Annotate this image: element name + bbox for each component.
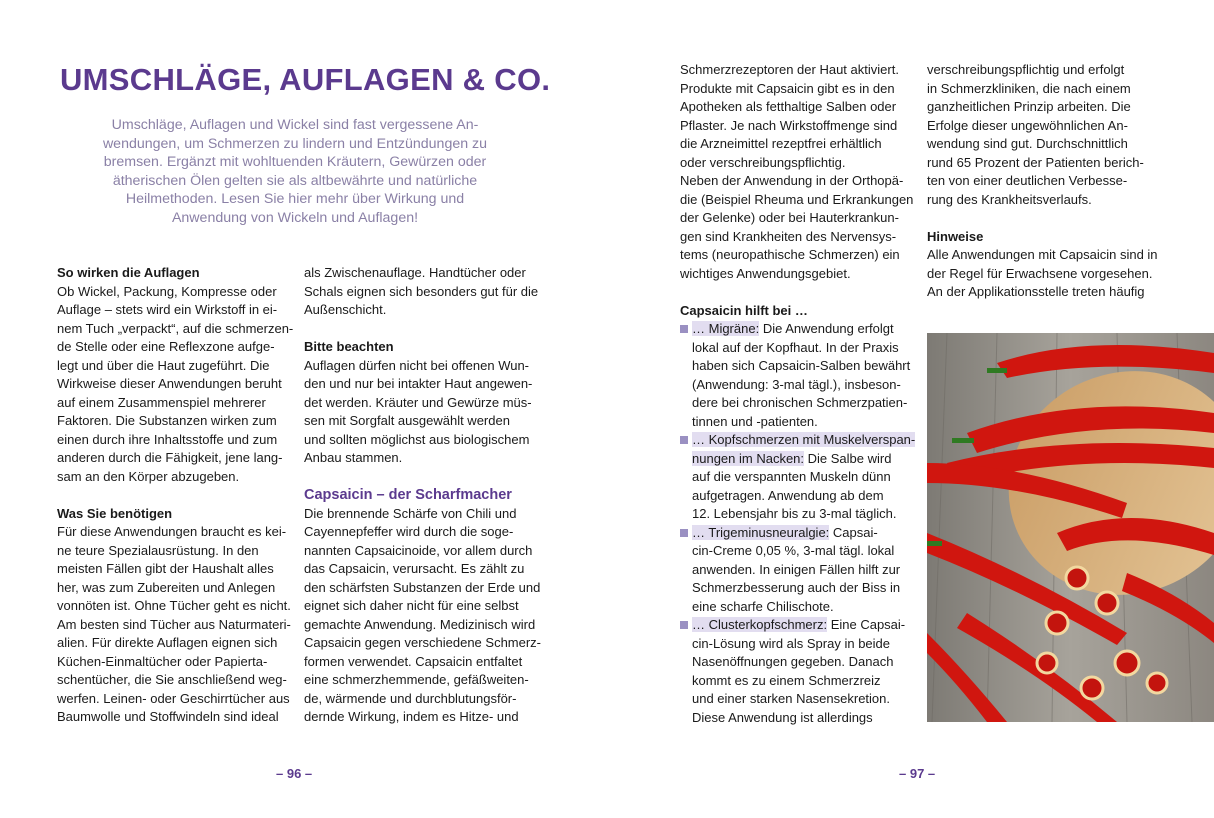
text-line [680, 450, 920, 469]
text-line: de Stelle oder eine Reflexzone aufge- [57, 339, 275, 354]
page-number-right: – 97 – [899, 766, 936, 781]
text-line: Apotheken als fetthaltige Salben oder [680, 99, 897, 114]
text-line: Am besten sind Tücher aus Naturmateri- [57, 616, 291, 632]
text-line: Capsaicin gegen verschiedene Schmerz- [304, 635, 542, 650]
text-line: dere bei chronischen Schmerzpatien- [692, 395, 908, 410]
text-line: tems (neuropathische Schmerzen) ein [680, 247, 900, 262]
text-line: eine schmerzhemmende, gefäßweiten- [304, 672, 529, 687]
text-line: auf die verspannten Muskeln dünn [692, 469, 891, 484]
column-2 [304, 264, 544, 727]
highlighted-term: nungen im Nacken: [692, 450, 805, 466]
text-line: den und nur bei intakter Haut angewen- [304, 376, 533, 391]
bullet-item [680, 524, 920, 543]
text-line: werfen. Leinen- oder Geschirrtücher aus [57, 690, 290, 706]
text-line [680, 283, 920, 302]
intro-line: Heilmethoden. Lesen Sie hier mehr über Wirkung und [125, 191, 465, 207]
text-line: sen mit Sorgfalt ausgewählt werden [304, 413, 510, 428]
text-span: Die Anwendung erfolgt [759, 321, 894, 336]
text-line: verschreibungspflichtig und erfolgt [927, 62, 1125, 77]
text-line [57, 486, 297, 505]
text-line: legt und über die Haut zugeführt. Die [57, 357, 270, 373]
text-line: Schmerzbesserung auch der Biss in [692, 580, 901, 595]
text-line: Anbau stammen. [304, 450, 403, 465]
text-line: lokal auf der Kopfhaut. In der Praxis [692, 339, 899, 355]
text-line: Cayennepfeffer wird durch die soge- [304, 524, 514, 539]
text-line: (Anwendung: 3-mal tägl.), insbeson- [692, 376, 901, 392]
text-line: Diese Anwendung ist allerdings [692, 709, 873, 725]
text-line: Küchen-Einmaltücher oder Papierta- [57, 653, 268, 669]
text-line: das Capsaicin, verursacht. Es zählt zu [304, 561, 525, 576]
text-line: Ob Wickel, Packung, Kompresse oder [57, 283, 277, 299]
text-line: Für diese Anwendungen braucht es kei- [57, 524, 287, 539]
text-line: rund 65 Prozent der Patienten berich- [927, 154, 1144, 170]
text-line: und einer starken Nasensekretion. [692, 691, 891, 706]
section-heading: Was Sie benötigen [57, 505, 173, 521]
section-heading: Bitte beachten [304, 339, 394, 354]
text-span: Eine Capsai- [827, 617, 906, 632]
section-heading: Capsaicin hilft bei … [680, 302, 808, 318]
text-line: ten von einer deutlichen Verbesse- [927, 173, 1128, 188]
text-line: nannten Capsaicinoide, vor allem durch [304, 542, 533, 558]
text-line: Baumwolle und Stoffwindeln sind ideal [57, 709, 279, 724]
text-line: cin-Lösung wird als Spray in beide [692, 635, 890, 651]
text-line: haben sich Capsaicin-Salben bewährt [692, 358, 911, 373]
column-3 [680, 61, 920, 727]
text-line: meisten Fällen gibt der Haushalt alles [57, 561, 274, 576]
text-line: her, was zum Zubereiten und Anlegen [57, 579, 276, 595]
text-span: Die Salbe wird [804, 450, 892, 466]
text-line: der Regel für Erwachsene vorgesehen. [927, 265, 1153, 281]
text-line: sam an den Körper abzugeben. [57, 468, 240, 484]
highlighted-term: … Kopfschmerzen mit Muskelverspan- [692, 432, 916, 447]
text-line [304, 320, 544, 339]
text-line: die Arzneimittel rezeptfrei erhältlich [680, 136, 882, 151]
column-4 [927, 61, 1167, 302]
intro-line: bremsen. Ergänzt mit wohltuenden Kräutern, Gewürzen oder [103, 154, 487, 170]
text-line: tinnen und -patienten. [692, 413, 818, 429]
intro-line: wendungen, um Schmerzen zu lindern und Entzündungen zu [102, 135, 488, 152]
text-line: Pflaster. Je nach Wirkstoffmenge sind [680, 117, 898, 133]
highlighted-term: … Clusterkopfschmerz: [692, 617, 828, 632]
text-line: de, wärmende und durchblutungsför- [304, 690, 517, 706]
text-line [304, 468, 544, 487]
page-number-left: – 96 – [276, 766, 313, 781]
text-line: Erfolge dieser ungewöhnlichen An- [927, 117, 1128, 133]
text-line: gen sind Krankheiten des Nervensys- [680, 228, 897, 244]
intro-text [95, 116, 495, 227]
text-line: dernde Wirkung, indem es Hitze- und [304, 709, 519, 724]
text-line: Neben der Anwendung in der Orthopä- [680, 173, 904, 188]
text-line: Auflagen dürfen nicht bei offenen Wun- [304, 357, 530, 373]
text-line: in Schmerzkliniken, die nach einem [927, 80, 1131, 96]
text-line: ne teure Spezialausrüstung. In den [57, 542, 259, 558]
highlighted-term: … Migräne: [692, 321, 760, 336]
text-line: Wirkweise dieser Anwendungen beruht [57, 376, 282, 391]
text-line: vonnöten ist. Ohne Tücher geht es nicht. [57, 598, 291, 613]
text-line: oder verschreibungspflichtig. [680, 154, 846, 170]
text-line: Schals eignen sich besonders gut für die [304, 283, 539, 299]
text-line: wendung sind gut. Durchschnittlich [927, 136, 1128, 151]
text-line: Faktoren. Die Substanzen wirken zum [57, 413, 277, 428]
text-line: det werden. Kräuter und Gewürze müs- [304, 394, 532, 410]
text-span: Capsai- [829, 524, 878, 540]
bullet-item [680, 616, 920, 635]
chili-photo [927, 333, 1214, 722]
text-line: auf einem Zusammenspiel mehrerer [57, 394, 266, 410]
text-line [927, 209, 1167, 228]
text-line: kommt es zu einem Schmerzreiz [692, 672, 881, 688]
text-line: An der Applikationsstelle treten häufig [927, 284, 1145, 299]
text-line: anwenden. In einigen Fällen hilft zur [692, 561, 901, 577]
intro-line: Anwendung von Wickeln und Auflagen! [171, 209, 419, 226]
text-line: wichtiges Anwendungsgebiet. [680, 265, 851, 281]
text-line: Auflage – stets wird ein Wirkstoff in ei- [57, 302, 278, 317]
text-line: Schmerzrezeptoren der Haut aktiviert. [680, 62, 899, 77]
text-line: die (Beispiel Rheuma und Erkrankungen [680, 191, 914, 207]
text-line: aufgetragen. Anwendung ab dem [692, 487, 884, 503]
text-line: ganzheitlichen Prinzip arbeiten. Die [927, 99, 1131, 114]
highlighted-term: … Trigeminusneuralgie: [692, 524, 830, 540]
text-line: schentücher, die Sie anschließend weg- [57, 672, 287, 687]
text-line: eine scharfe Chilischote. [692, 598, 834, 614]
column-1 [57, 264, 297, 727]
text-line: alien. Für direkte Auflagen eignen sich [57, 635, 278, 650]
text-line: eignet sich daher nicht für eine selbst [304, 598, 519, 613]
text-line: 12. Lebensjahr bis zu 3-mal täglich. [692, 506, 897, 521]
text-line: einen durch ihre Inhaltsstoffe und zum [57, 431, 278, 447]
text-line: anderen durch die Fähigkeit, jene lang- [57, 450, 283, 465]
text-line: und sollten möglichst aus biologischem [304, 431, 530, 447]
bullet-item [680, 431, 920, 450]
text-line: rung des Krankheitsverlaufs. [927, 191, 1092, 207]
bullet-item [680, 320, 920, 339]
text-line: Nasenöffnungen gegeben. Danach [692, 654, 894, 669]
section-heading: Capsaicin – der Scharfmacher [304, 487, 512, 503]
page-title: UMSCHLÄGE, AUFLAGEN & CO. [60, 62, 551, 97]
section-heading: Hinweise [927, 228, 984, 244]
section-heading: So wirken die Auflagen [57, 265, 200, 280]
text-line: Die brennende Schärfe von Chili und [304, 505, 517, 521]
text-line: formen verwendet. Capsaicin entfaltet [304, 653, 523, 669]
text-line: der Gelenke) oder bei Hauterkrankun- [680, 210, 899, 225]
text-line: cin-Creme 0,05 %, 3-mal tägl. lokal [692, 543, 895, 558]
text-line: den schärfsten Substanzen der Erde und [304, 579, 541, 595]
text-line: als Zwischenauflage. Handtücher oder [304, 265, 526, 280]
text-line: nem Tuch „verpackt“, auf die schmerzen- [57, 320, 294, 336]
text-line: Alle Anwendungen mit Capsaicin sind in [927, 247, 1158, 262]
text-line: gemachte Anwendung. Medizinisch wird [304, 616, 536, 632]
text-line: Produkte mit Capsaicin gibt es in den [680, 80, 895, 96]
intro-line: Umschläge, Auflagen und Wickel sind fast vergessene An- [111, 117, 479, 133]
text-line: Außenschicht. [304, 302, 387, 317]
intro-line: ätherischen Ölen gelten sie als altbewährte und natürliche [112, 172, 478, 189]
